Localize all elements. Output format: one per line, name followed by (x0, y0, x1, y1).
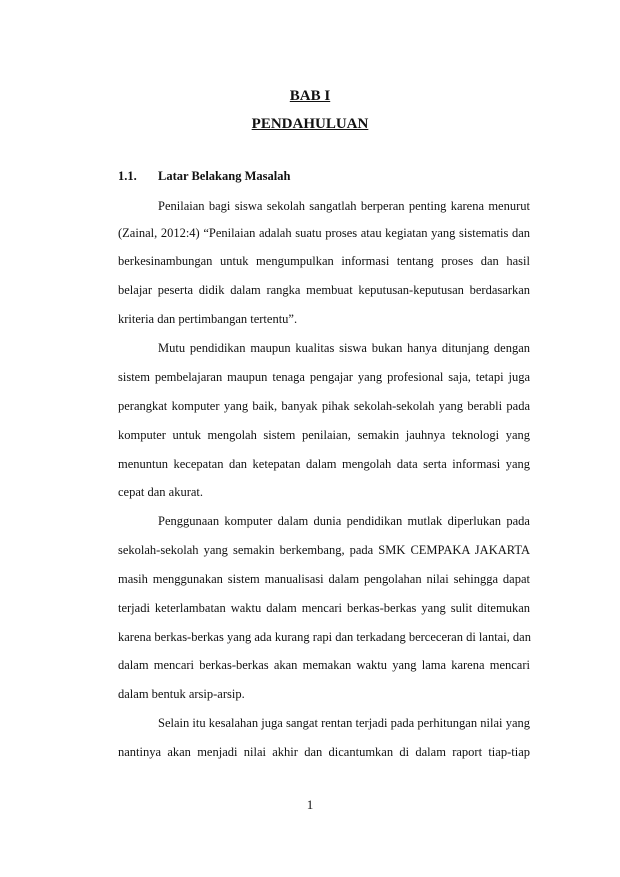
paragraph-line: Penilaian bagi siswa sekolah sangatlah berperan penting karena menurut (158, 199, 530, 213)
paragraph-line: sekolah-sekolah yang semakin berkembang, pada SMK CEMPAKA JAKARTA (118, 543, 530, 557)
section-number: 1.1. (118, 169, 137, 183)
section-title: Latar Belakang Masalah (158, 169, 291, 183)
chapter-title: PENDAHULUAN (251, 116, 369, 132)
paragraph-line: nantinya akan menjadi nilai akhir dan dicantumkan di dalam raport tiap-tiap (118, 745, 530, 759)
paragraph-line: komputer untuk mengolah sistem penilaian, semakin jauhnya teknologi yang (118, 428, 530, 442)
paragraph-line: karena berkas-berkas yang ada kurang rapi dan terkadang berceceran di lantai, dan (118, 630, 531, 644)
paragraph-line: Selain itu kesalahan juga sangat rentan terjadi pada perhitungan nilai yang (158, 716, 530, 730)
paragraph-line: terjadi keterlambatan waktu dalam mencari berkas-berkas yang sulit ditemukan (118, 601, 530, 615)
section-heading (118, 169, 290, 184)
paragraph-line: cepat dan akurat. (118, 485, 204, 499)
paragraph-line: berkesinambungan untuk mengumpulkan informasi tentang proses dan hasil (118, 254, 530, 268)
paragraph-line: Penggunaan komputer dalam dunia pendidikan mutlak diperlukan pada (158, 514, 530, 528)
page-number: 1 (306, 797, 314, 812)
chapter-number: BAB I (289, 88, 331, 104)
paragraph-line: belajar peserta didik dalam rangka membuat keputusan-keputusan berdasarkan (118, 283, 530, 297)
paragraph-line: masih menggunakan sistem manualisasi dalam pengolahan nilai sehingga dapat (118, 572, 530, 586)
paragraph-line: perangkat komputer yang baik, banyak pihak sekolah-sekolah yang berabli pada (118, 399, 530, 413)
paragraph-line: sistem pembelajaran maupun tenaga pengajar yang profesional saja, tetapi juga (118, 370, 530, 384)
paragraph-line: dalam bentuk arsip-arsip. (118, 687, 245, 701)
paragraph-line: dalam mencari berkas-berkas akan memakan waktu yang lama karena mencari (118, 658, 530, 672)
paragraph-line: (Zainal, 2012:4) “Penilaian adalah suatu proses atau kegiatan yang sistematis dan (118, 226, 530, 240)
paragraph-line: menuntun kecepatan dan ketepatan dalam mengolah data serta informasi yang (118, 457, 530, 471)
paragraph-line: Mutu pendidikan maupun kualitas siswa bukan hanya ditunjang dengan (158, 341, 530, 355)
paragraph-line: kriteria dan pertimbangan tertentu”. (118, 312, 298, 326)
